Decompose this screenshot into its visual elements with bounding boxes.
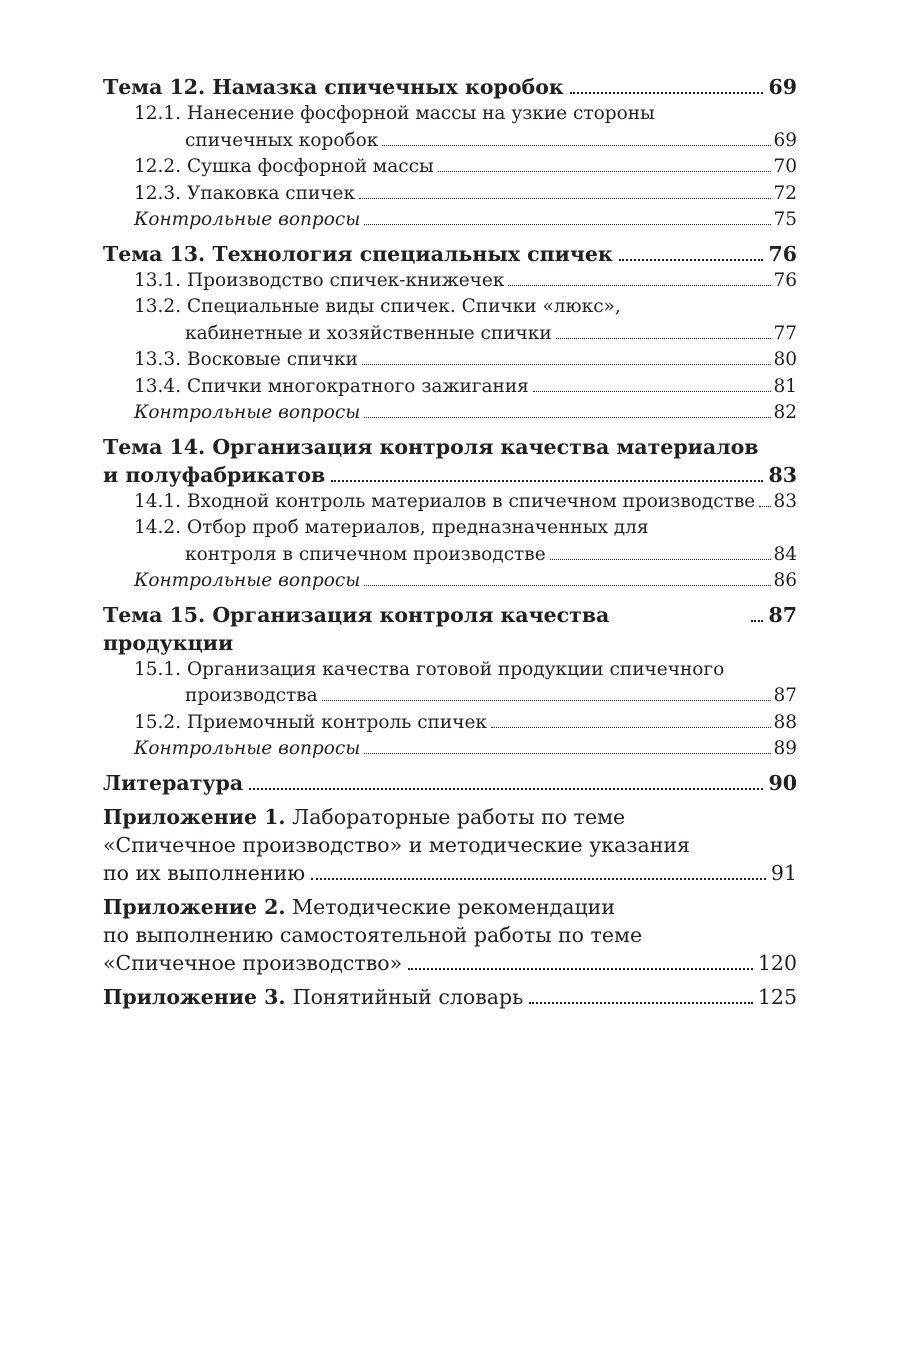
page-number: 76 (773, 269, 797, 291)
dot-leader (759, 506, 771, 507)
appendix-title-cont: «Спичечное производство» (103, 950, 403, 975)
page-number: 120 (757, 950, 797, 975)
toc-subentry[interactable] (103, 515, 797, 568)
toc-entry[interactable] (103, 433, 797, 489)
dot-leader (408, 968, 753, 970)
dot-leader (359, 198, 771, 199)
dot-leader (362, 364, 772, 365)
toc-subentry[interactable] (103, 294, 797, 347)
toc-subentry[interactable] (103, 181, 797, 208)
toc-subentry[interactable] (103, 710, 797, 737)
questions-label: Контрольные вопросы (134, 570, 361, 591)
section-number: 15.2. (134, 711, 182, 733)
section-number: 12.2. (134, 156, 182, 177)
section-title: Организация качества готовой продукции спичечного (186, 658, 725, 680)
toc-appendix-1[interactable] (103, 803, 797, 887)
dot-leader (364, 585, 771, 586)
toc-appendix-2[interactable] (103, 893, 797, 977)
section-title: Спички многократного зажигания (186, 375, 529, 397)
appendix-title: Методические рекомендации (292, 894, 615, 919)
page-number: 75 (773, 209, 797, 230)
toc-topic-12 (103, 73, 797, 234)
toc-topic-14 (103, 433, 797, 595)
appendix-title: Понятийный словарь (292, 984, 524, 1009)
topic-title-cont: и полуфабрикатов (103, 462, 326, 487)
dot-leader (556, 338, 772, 339)
dot-leader (249, 788, 763, 790)
page-number: 69 (773, 129, 797, 151)
section-number: 12.1. (134, 103, 182, 124)
section-title: Приемочный контроль спичек (186, 711, 487, 733)
appendix-title-cont: по их выполнению (103, 860, 306, 885)
page-number: 72 (773, 182, 797, 204)
section-number: 13.4. (134, 375, 182, 397)
page-number: 91 (770, 860, 797, 885)
page-number: 86 (773, 570, 797, 591)
section-title: Сушка фосфорной массы (186, 156, 434, 177)
dot-leader (508, 285, 771, 286)
topic-title: Тема 14. Организация контроля качества материалов (103, 434, 759, 459)
page-number: 84 (773, 543, 797, 565)
dot-leader (364, 753, 771, 754)
literature-title: Литература (103, 770, 244, 795)
section-title: Производство спичек-книжечек (186, 269, 505, 291)
toc-subentry[interactable] (103, 374, 797, 401)
toc-questions[interactable] (103, 400, 797, 427)
section-title-cont: кабинетные и хозяйственные спички (185, 322, 552, 344)
page-number: 90 (768, 770, 797, 795)
appendix-label: Приложение 1. (103, 804, 286, 829)
toc-subentry[interactable] (103, 489, 797, 516)
section-number: 13.1. (134, 269, 182, 291)
dot-leader (364, 224, 771, 225)
toc-topic-15 (103, 601, 797, 763)
dot-leader (570, 92, 764, 94)
section-number: 12.3. (134, 182, 182, 204)
page-number: 83 (773, 490, 797, 512)
toc-literature[interactable] (103, 769, 797, 797)
section-number: 14.1. (134, 490, 182, 512)
section-number: 13.2. (134, 296, 182, 317)
dot-leader (364, 417, 771, 418)
page-number: 80 (773, 349, 797, 370)
toc-questions[interactable] (103, 207, 797, 234)
appendix-label: Приложение 3. (103, 984, 286, 1009)
appendix-label: Приложение 2. (103, 894, 286, 919)
toc-subentry[interactable] (103, 154, 797, 181)
section-title: Входной контроль материалов в спичечном производстве (186, 490, 756, 512)
dot-leader (322, 700, 772, 701)
section-title-cont: контроля в спичечном производстве (185, 543, 546, 565)
section-title-cont: спичечных коробок (185, 129, 379, 151)
section-number: 14.2. (134, 517, 182, 538)
toc-appendix-3[interactable] (103, 983, 797, 1011)
section-title: Специальные виды спичек. Спички «люкс», (186, 296, 621, 317)
section-title-cont: производства (185, 685, 318, 706)
page-number: 89 (773, 738, 797, 759)
section-title: Упаковка спичек (186, 182, 356, 204)
dot-leader (619, 259, 764, 261)
questions-label: Контрольные вопросы (134, 402, 361, 423)
topic-title: Тема 12. Намазка спичечных коробок (103, 75, 564, 99)
toc-subentry[interactable] (103, 347, 797, 374)
page-number: 88 (773, 711, 797, 733)
page-number: 87 (773, 685, 797, 706)
page-number: 76 (768, 241, 797, 266)
page-number: 82 (773, 402, 797, 423)
topic-title: Тема 15. Организация контроля качества продукции (103, 602, 610, 655)
section-title: Восковые спички (186, 349, 358, 370)
toc-questions[interactable] (103, 568, 797, 595)
section-title: Отбор проб материалов, предназначенных для (186, 517, 649, 538)
section-number: 15.1. (134, 658, 182, 680)
dot-leader (751, 620, 763, 622)
page-number: 81 (773, 375, 797, 397)
page-number: 87 (768, 602, 797, 627)
dot-leader (382, 145, 771, 146)
dot-leader (311, 878, 766, 880)
dot-leader (529, 1002, 753, 1004)
toc-entry[interactable] (103, 73, 797, 101)
section-title: Нанесение фосфорной массы на узкие стороны (186, 103, 655, 124)
table-of-contents (103, 73, 797, 1017)
toc-subentry[interactable] (103, 101, 797, 154)
page-number: 77 (773, 322, 797, 344)
page-number: 125 (757, 984, 797, 1009)
toc-entry[interactable] (103, 240, 797, 268)
toc-entry[interactable] (103, 601, 797, 657)
dot-leader (331, 480, 763, 482)
toc-subentry[interactable] (103, 657, 797, 710)
dot-leader (533, 391, 772, 392)
dot-leader (438, 171, 772, 172)
questions-label: Контрольные вопросы (134, 209, 361, 230)
page-number: 70 (773, 156, 797, 177)
toc-topic-13 (103, 240, 797, 427)
page-number: 69 (768, 75, 797, 99)
dot-leader (491, 727, 771, 728)
appendix-title-cont: по выполнению самостоятельной работы по теме (103, 922, 643, 947)
dot-leader (550, 559, 772, 560)
topic-title: Тема 13. Технология специальных спичек (103, 241, 613, 266)
questions-label: Контрольные вопросы (134, 738, 361, 759)
page-number: 83 (768, 462, 797, 487)
toc-questions[interactable] (103, 736, 797, 763)
appendix-title: Лабораторные работы по теме (292, 804, 626, 829)
toc-subentry[interactable] (103, 268, 797, 295)
appendix-title-cont: «Спичечное производство» и методические указания (103, 832, 690, 857)
section-number: 13.3. (134, 349, 182, 370)
